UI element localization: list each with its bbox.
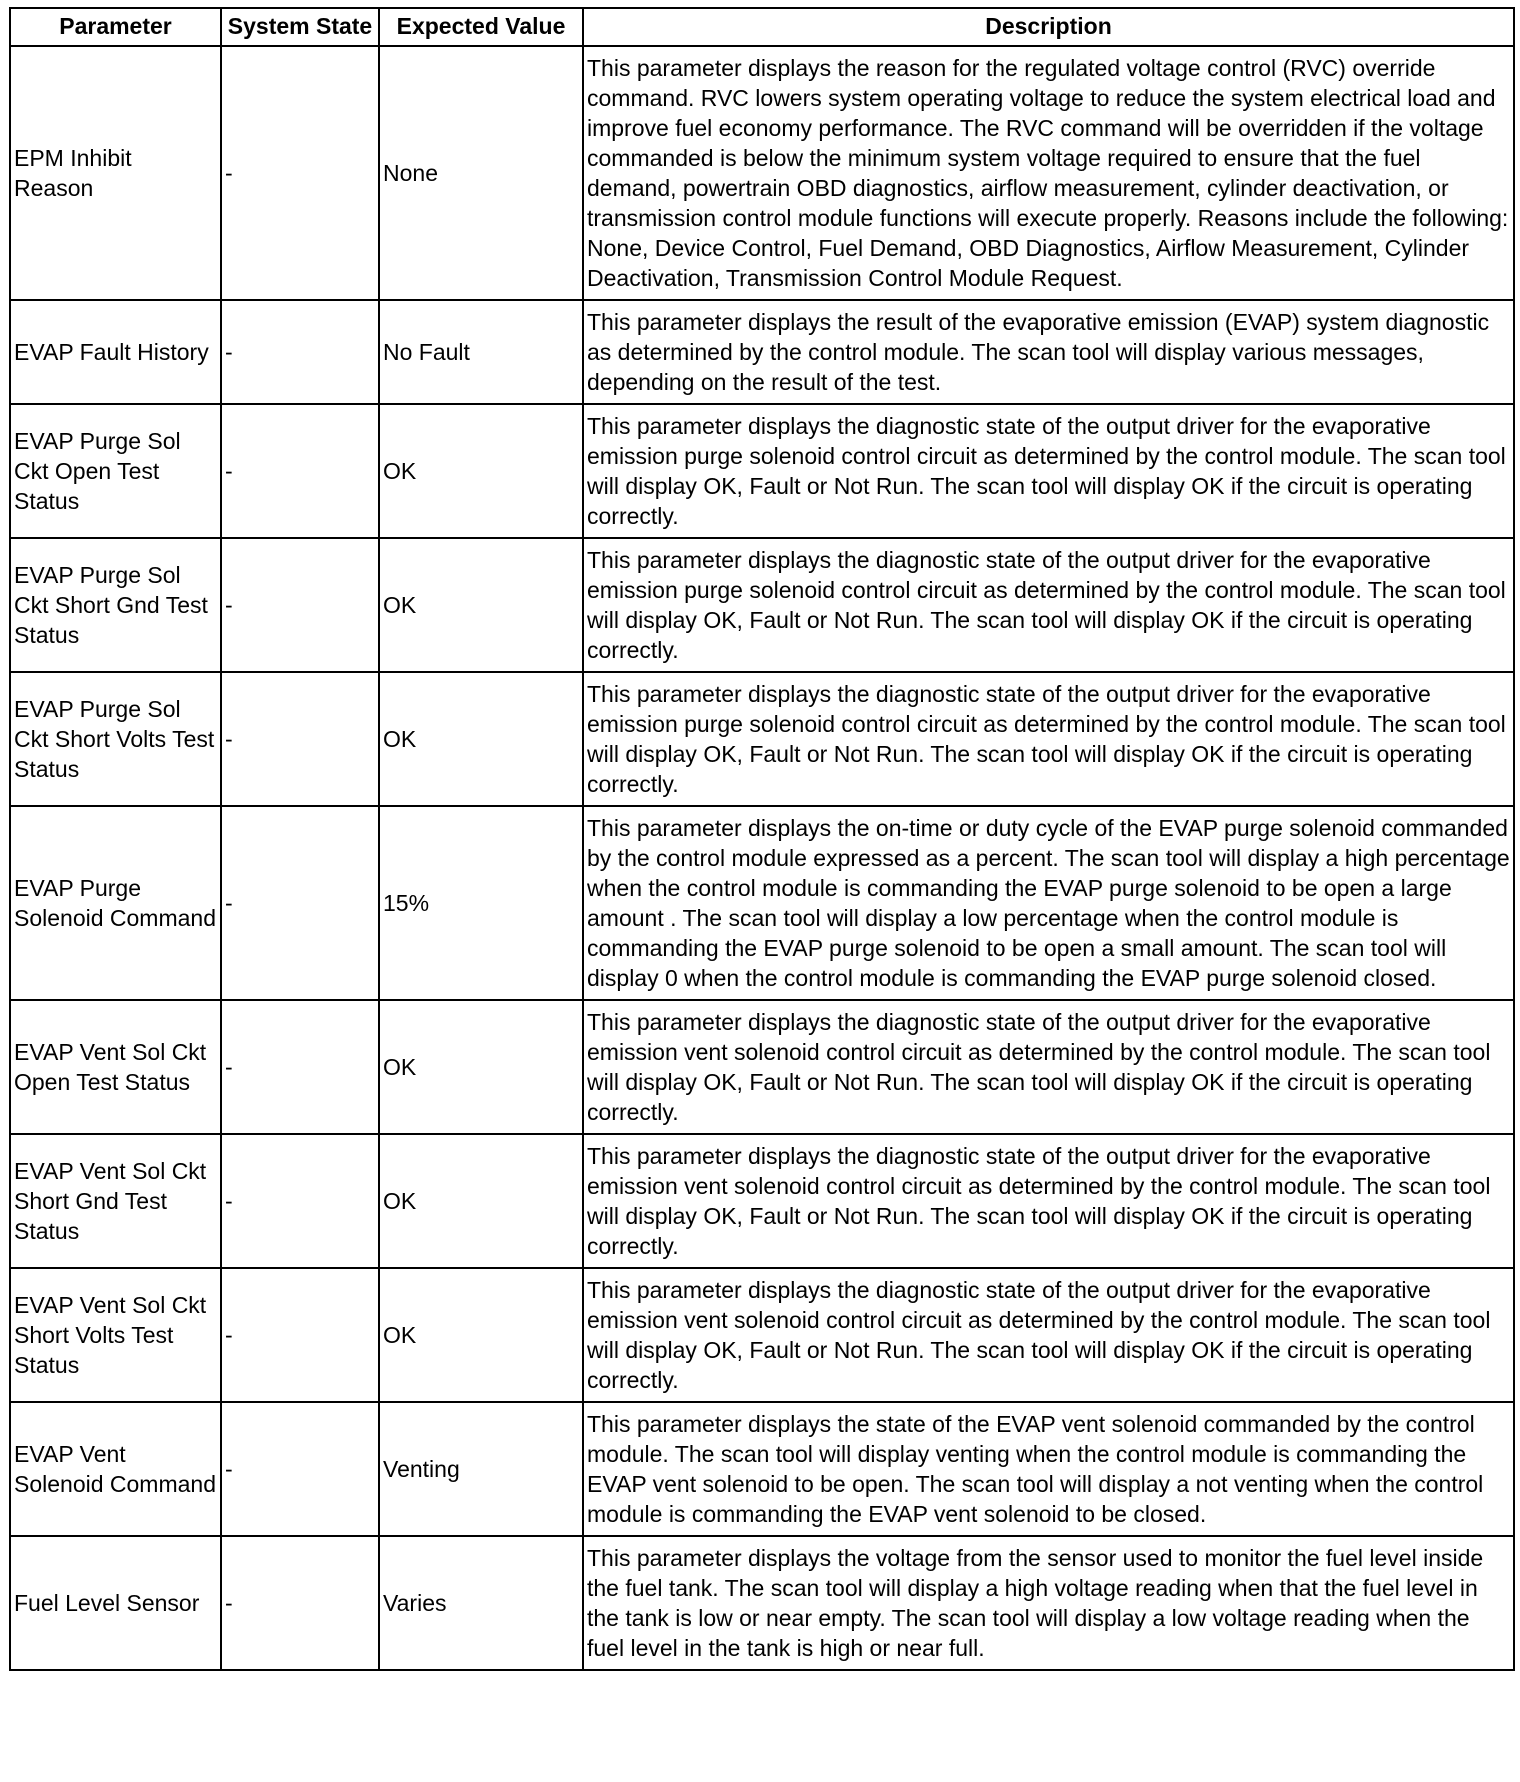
cell-parameter: EVAP Vent Sol Ckt Open Test Status xyxy=(10,1000,221,1134)
table-row xyxy=(10,404,1514,538)
cell-parameter: EVAP Vent Sol Ckt Short Volts Test Status xyxy=(10,1268,221,1402)
cell-system-state: - xyxy=(221,404,379,538)
cell-system-state: - xyxy=(221,1268,379,1402)
cell-parameter: Fuel Level Sensor xyxy=(10,1536,221,1670)
cell-parameter: EVAP Vent Sol Ckt Short Gnd Test Status xyxy=(10,1134,221,1268)
cell-description: This parameter displays the voltage from the sensor used to monitor the fuel level inside the fuel tank. The scan tool will display a high voltage reading when that the fuel level in the tank is low or near empty. The scan tool will display a low voltage reading when the fuel level in the tank is high or near full. xyxy=(583,1536,1514,1670)
cell-system-state: - xyxy=(221,538,379,672)
table-row xyxy=(10,46,1514,300)
parameter-table xyxy=(9,7,1515,1671)
cell-expected-value: None xyxy=(379,46,583,300)
cell-expected-value: OK xyxy=(379,404,583,538)
cell-description: This parameter displays the diagnostic state of the output driver for the evaporative emission vent solenoid control circuit as determined by the control module. The scan tool will display OK, Fault or Not Run. The scan tool will display OK if the circuit is operating correctly. xyxy=(583,1000,1514,1134)
cell-parameter: EVAP Purge Sol Ckt Short Volts Test Status xyxy=(10,672,221,806)
cell-description: This parameter displays the diagnostic state of the output driver for the evaporative emission purge solenoid control circuit as determined by the control module. The scan tool will display OK, Fault or Not Run. The scan tool will display OK if the circuit is operating correctly. xyxy=(583,404,1514,538)
table-row xyxy=(10,806,1514,1000)
cell-system-state: - xyxy=(221,1536,379,1670)
table-row xyxy=(10,1536,1514,1670)
table-row xyxy=(10,1134,1514,1268)
cell-parameter: EVAP Purge Sol Ckt Open Test Status xyxy=(10,404,221,538)
cell-expected-value: OK xyxy=(379,538,583,672)
cell-description: This parameter displays the state of the EVAP vent solenoid commanded by the control module. The scan tool will display venting when the control module is commanding the EVAP vent solenoid to be open. The scan tool will display a not venting when the control module is commanding the EVAP vent solenoid to be closed. xyxy=(583,1402,1514,1536)
cell-system-state: - xyxy=(221,1402,379,1536)
cell-description: This parameter displays the diagnostic state of the output driver for the evaporative emission vent solenoid control circuit as determined by the control module. The scan tool will display OK, Fault or Not Run. The scan tool will display OK if the circuit is operating correctly. xyxy=(583,1134,1514,1268)
table-row xyxy=(10,300,1514,404)
cell-system-state: - xyxy=(221,1134,379,1268)
cell-parameter: EVAP Purge Solenoid Command xyxy=(10,806,221,1000)
cell-expected-value: OK xyxy=(379,1000,583,1134)
cell-parameter: EVAP Vent Solenoid Command xyxy=(10,1402,221,1536)
cell-description: This parameter displays the diagnostic state of the output driver for the evaporative emission vent solenoid control circuit as determined by the control module. The scan tool will display OK, Fault or Not Run. The scan tool will display OK if the circuit is operating correctly. xyxy=(583,1268,1514,1402)
cell-system-state: - xyxy=(221,672,379,806)
cell-expected-value: No Fault xyxy=(379,300,583,404)
table-row xyxy=(10,672,1514,806)
header-system-state: System State xyxy=(221,8,379,46)
table-row xyxy=(10,1000,1514,1134)
parameter-table-container xyxy=(9,7,1513,1671)
table-row xyxy=(10,1402,1514,1536)
cell-system-state: - xyxy=(221,46,379,300)
cell-description: This parameter displays the result of the evaporative emission (EVAP) system diagnostic as determined by the control module. The scan tool will display various messages, depending on the result of the test. xyxy=(583,300,1514,404)
table-row xyxy=(10,538,1514,672)
cell-description: This parameter displays the diagnostic state of the output driver for the evaporative emission purge solenoid control circuit as determined by the control module. The scan tool will display OK, Fault or Not Run. The scan tool will display OK if the circuit is operating correctly. xyxy=(583,672,1514,806)
cell-system-state: - xyxy=(221,300,379,404)
cell-expected-value: OK xyxy=(379,1134,583,1268)
cell-description: This parameter displays the diagnostic state of the output driver for the evaporative emission purge solenoid control circuit as determined by the control module. The scan tool will display OK, Fault or Not Run. The scan tool will display OK if the circuit is operating correctly. xyxy=(583,538,1514,672)
cell-expected-value: 15% xyxy=(379,806,583,1000)
table-header-row xyxy=(10,8,1514,46)
cell-expected-value: OK xyxy=(379,1268,583,1402)
table-row xyxy=(10,1268,1514,1402)
header-description: Description xyxy=(583,8,1514,46)
cell-description: This parameter displays the on-time or duty cycle of the EVAP purge solenoid commanded by the control module expressed as a percent. The scan tool will display a high percentage when the control module is commanding the EVAP purge solenoid to be open a large amount . The scan tool will display a low percentage when the control module is commanding the EVAP purge solenoid to be open a small amount. The scan tool will display 0 when the control module is commanding the EVAP purge solenoid closed. xyxy=(583,806,1514,1000)
cell-parameter: EPM Inhibit Reason xyxy=(10,46,221,300)
header-expected-value: Expected Value xyxy=(379,8,583,46)
cell-expected-value: Venting xyxy=(379,1402,583,1536)
header-parameter: Parameter xyxy=(10,8,221,46)
cell-expected-value: OK xyxy=(379,672,583,806)
cell-system-state: - xyxy=(221,1000,379,1134)
cell-expected-value: Varies xyxy=(379,1536,583,1670)
cell-parameter: EVAP Purge Sol Ckt Short Gnd Test Status xyxy=(10,538,221,672)
cell-system-state: - xyxy=(221,806,379,1000)
cell-parameter: EVAP Fault History xyxy=(10,300,221,404)
cell-description: This parameter displays the reason for the regulated voltage control (RVC) override command. RVC lowers system operating voltage to reduce the system electrical load and improve fuel economy performance. The RVC command will be overridden if the voltage commanded is below the minimum system voltage required to ensure that the fuel demand, powertrain OBD diagnostics, airflow measurement, cylinder deactivation, or transmission control module functions will execute properly. Reasons include the following: None, Device Control, Fuel Demand, OBD Diagnostics, Airflow Measurement, Cylinder Deactivation, Transmission Control Module Request. xyxy=(583,46,1514,300)
